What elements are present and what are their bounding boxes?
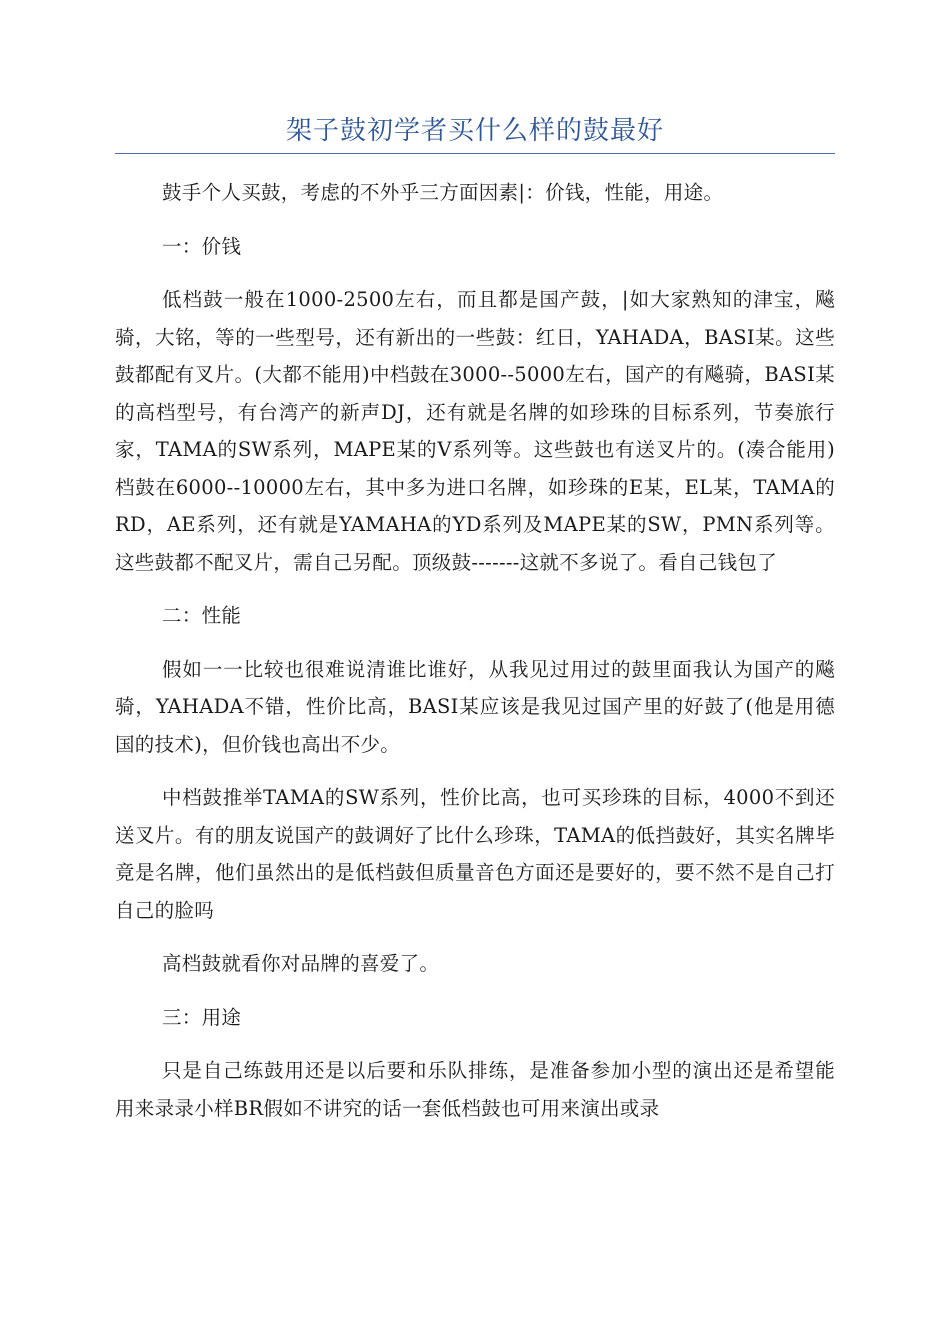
paragraph-high-end: 高档鼓就看你对品牌的喜爱了。	[162, 952, 440, 975]
paragraph-price-tiers: 低档鼓一般在1000-2500左右，而且都是国产鼓，|如大家熟知的津宝，飚骑，大铭，等的一些型号，还有新出的一些鼓：红日，YAHADA，BASI某。这些鼓都配有叉片。(大都不能用)中档鼓在3000--5000左右，国产的有飚骑，BASI某的高档型号，有台湾产的新声DJ，还有就是名牌的如珍珠的目标系列，节奏旅行家，TAMA的SW系列，MAPE某的V系列等。这些鼓也有送叉片的。(凑合能用)档鼓在6000--10000左右，其中多为进口名牌，如珍珠的E某，EL某，TAMA的RD，AE系列，还有就是YAMAHA的YD系列及MAPE某的SW，PMN系列等。这些鼓都不配叉片，需自己另配。顶级鼓-------这就不多说了。看自己钱包了	[115, 288, 835, 574]
title-underline	[115, 153, 835, 154]
heading-usage: 三：用途	[162, 1005, 242, 1029]
document-body	[115, 174, 835, 1127]
paragraph-usage: 只是自己练鼓用还是以后要和乐队排练，是准备参加小型的演出还是希望能用来录录小样BR假如不讲究的话一套低档鼓也可用来演出或录	[115, 1059, 835, 1120]
document-title: 架子鼓初学者买什么样的鼓最好	[285, 116, 664, 146]
paragraph-mid-range: 中档鼓推举TAMA的SW系列，性价比高，也可买珍珠的目标，4000不到还送叉片。有的朋友说国产的鼓调好了比什么珍珠，TAMA的低挡鼓好，其实名牌毕竟是名牌，他们虽然出的是低档鼓但质量音色方面还是要好的，要不然不是自己打自己的脸吗	[115, 786, 835, 922]
heading-price: 一：价钱	[162, 234, 242, 258]
paragraph-intro: 鼓手个人买鼓，考虑的不外乎三方面因素|：价钱，性能，用途。	[162, 181, 724, 204]
paragraph-performance: 假如一一比较也很难说清谁比谁好，从我见过用过的鼓里面我认为国产的飚骑，YAHADA不错，性价比高，BASI某应该是我见过国产里的好鼓了(他是用德国的技术)，但价钱也高出不少。	[115, 657, 835, 756]
heading-performance: 二：性能	[162, 604, 242, 627]
